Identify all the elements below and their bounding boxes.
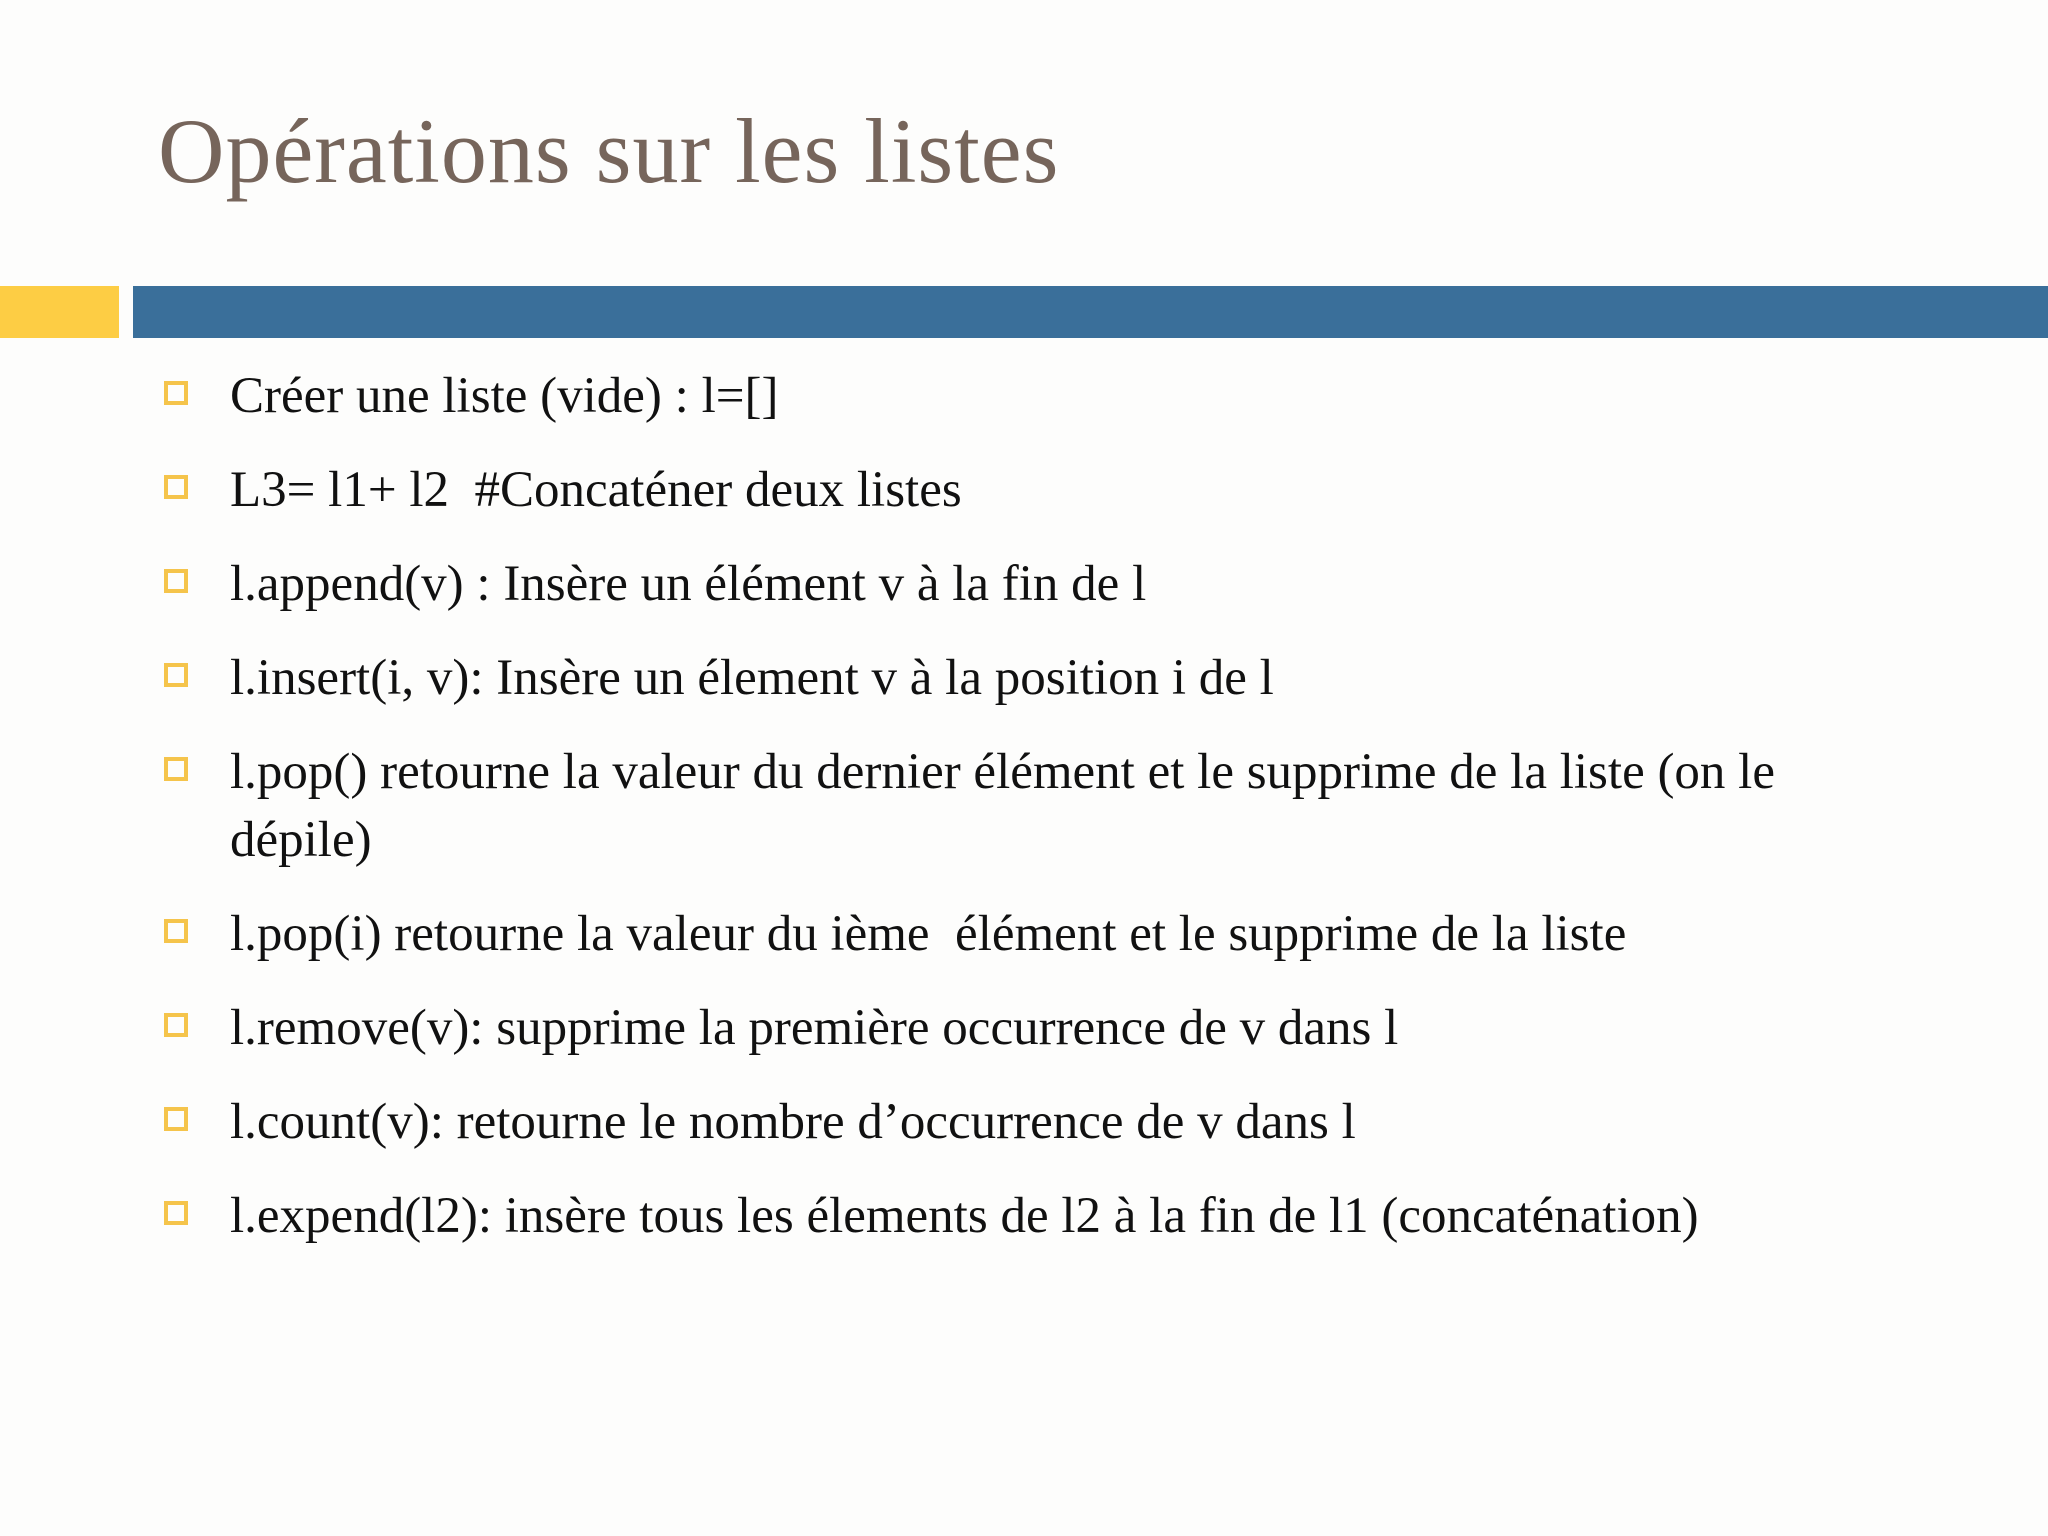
bullet-list (160, 362, 1920, 1276)
hollow-square-icon (164, 1201, 188, 1225)
bullet-text: l.pop() retourne la valeur du dernier élément et le supprime de la liste (on le dépile) (230, 744, 1788, 868)
hollow-square-icon (164, 663, 188, 687)
bullet-text: l.append(v) : Insère un élément v à la fin de l (230, 556, 1147, 612)
bullet-item (160, 738, 1920, 874)
hollow-square-icon (164, 569, 188, 593)
bullet-item (160, 994, 1920, 1062)
bullet-item (160, 1182, 1920, 1250)
bullet-item (160, 550, 1920, 618)
hollow-square-icon (164, 919, 188, 943)
bullet-text: Créer une liste (vide) : l=[] (230, 368, 779, 424)
hollow-square-icon (164, 475, 188, 499)
bullet-text: l.expend(l2): insère tous les élements de l2 à la fin de l1 (concaténation) (230, 1188, 1699, 1244)
bullet-item (160, 456, 1920, 524)
hollow-square-icon (164, 1013, 188, 1037)
bullet-text: L3= l1+ l2 #Concaténer deux listes (230, 462, 962, 518)
hollow-square-icon (164, 757, 188, 781)
bullet-item (160, 644, 1920, 712)
bullet-item (160, 900, 1920, 968)
bullet-text: l.insert(i, v): Insère un élement v à la position i de l (230, 650, 1274, 706)
slide-title: Opérations sur les listes (158, 100, 1060, 202)
hollow-square-icon (164, 1107, 188, 1131)
bullet-item (160, 1088, 1920, 1156)
bullet-item (160, 362, 1920, 430)
hollow-square-icon (164, 381, 188, 405)
title-divider-bar (133, 286, 2048, 338)
accent-bar (0, 286, 119, 338)
bullet-text: l.count(v): retourne le nombre d’occurrence de v dans l (230, 1094, 1356, 1150)
bullet-text: l.pop(i) retourne la valeur du ième élément et le supprime de la liste (230, 906, 1627, 962)
bullet-text: l.remove(v): supprime la première occurrence de v dans l (230, 1000, 1399, 1056)
